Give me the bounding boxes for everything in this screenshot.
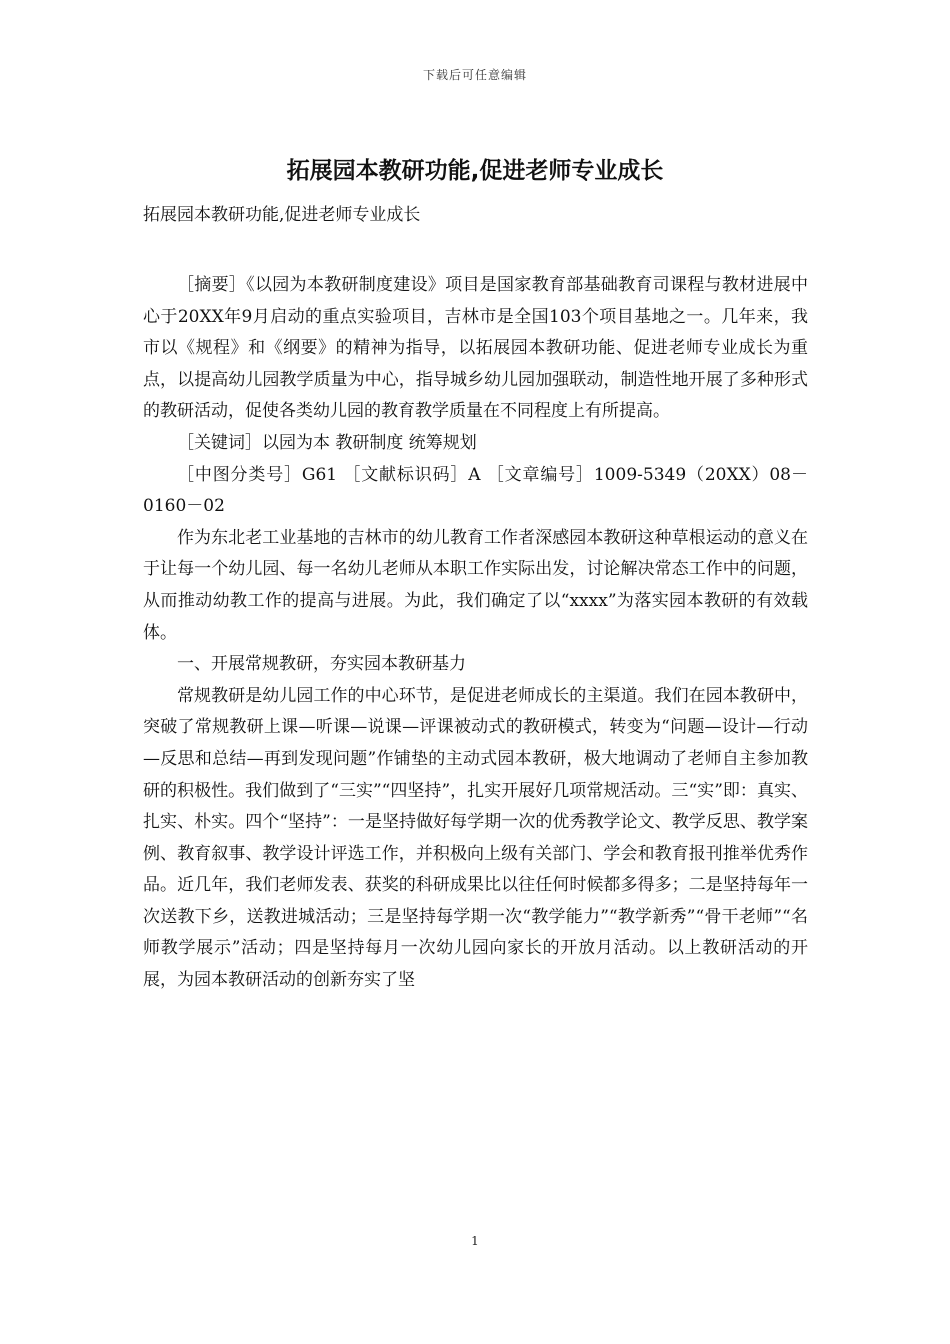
keywords-paragraph: ［关键词］以园为本 教研制度 统筹规划 bbox=[177, 432, 477, 453]
section-paragraph: 常规教研是幼儿园工作的中心环节，是促进老师成长的主渠道。我们在园本教研中，突破了常规教研上课—听课—说课—评课被动式的教研模式，转变为“问题—设计—行动—反思和总结—再到发现问题”作铺垫的主动式园本教研，极大地调动了老师自主参加教研的积极性。我们做到了“三实”“四坚持”，扎实开展好几项常规活动。三“实”即：真实、扎实、朴实。四个“坚持”：一是坚持做好每学期一次的优秀教学论文、教学反思、教学案例、教育叙事、教学设计评选工作，并积极向上级有关部门、学会和教育报刊推举优秀作品。近几年，我们老师发表、获奖的科研成果比以往任何时候都多得多；二是坚持每年一次送教下乡，送教进城活动；三是坚持每学期一次“教学能力”“教学新秀”“骨干老师”“名师教学展示”活动；四是坚持每月一次幼儿园向家长的开放月活动。以上教研活动的开展，为园本教研活动的创新夯实了坚 bbox=[143, 685, 808, 991]
document-subtitle: 拓展园本教研功能,促进老师专业成长 bbox=[143, 205, 421, 225]
body-text bbox=[143, 270, 808, 997]
document-title: 拓展园本教研功能,促进老师专业成长 bbox=[286, 158, 664, 184]
page-number: 1 bbox=[471, 1234, 479, 1248]
abstract-paragraph: ［摘要］《以园为本教研制度建设》项目是国家教育部基础教育司课程与教材进展中心于20XX年9月启动的重点实验项目，吉林市是全国103个项目基地之一。几年来，我市以《规程》和《纲要》的精神为指导，以拓展园本教研功能、促进老师专业成长为重点，以提高幼儿园教学质量为中心，指导城乡幼儿园加强联动，制造性地开展了多种形式的教研活动，促使各类幼儿园的教育教学质量在不同程度上有所提高。 bbox=[143, 275, 808, 422]
header-note: 下载后可任意编辑 bbox=[422, 68, 527, 82]
section-heading: 一、开展常规教研，夯实园本教研基力 bbox=[177, 654, 466, 675]
intro-paragraph: 作为东北老工业基地的吉林市的幼儿教育工作者深感园本教研这种草根运动的意义在于让每一个幼儿园、每一名幼儿老师从本职工作实际出发，讨论解决常态工作中的问题，从而推动幼教工作的提高与进展。为此，我们确定了以“xxxx”为落实园本教研的有效载体。 bbox=[143, 527, 808, 643]
classification-paragraph: ［中图分类号］G61 ［文献标识码］A ［文章编号］1009-5349（20XX）08－0160－02 bbox=[143, 464, 808, 517]
